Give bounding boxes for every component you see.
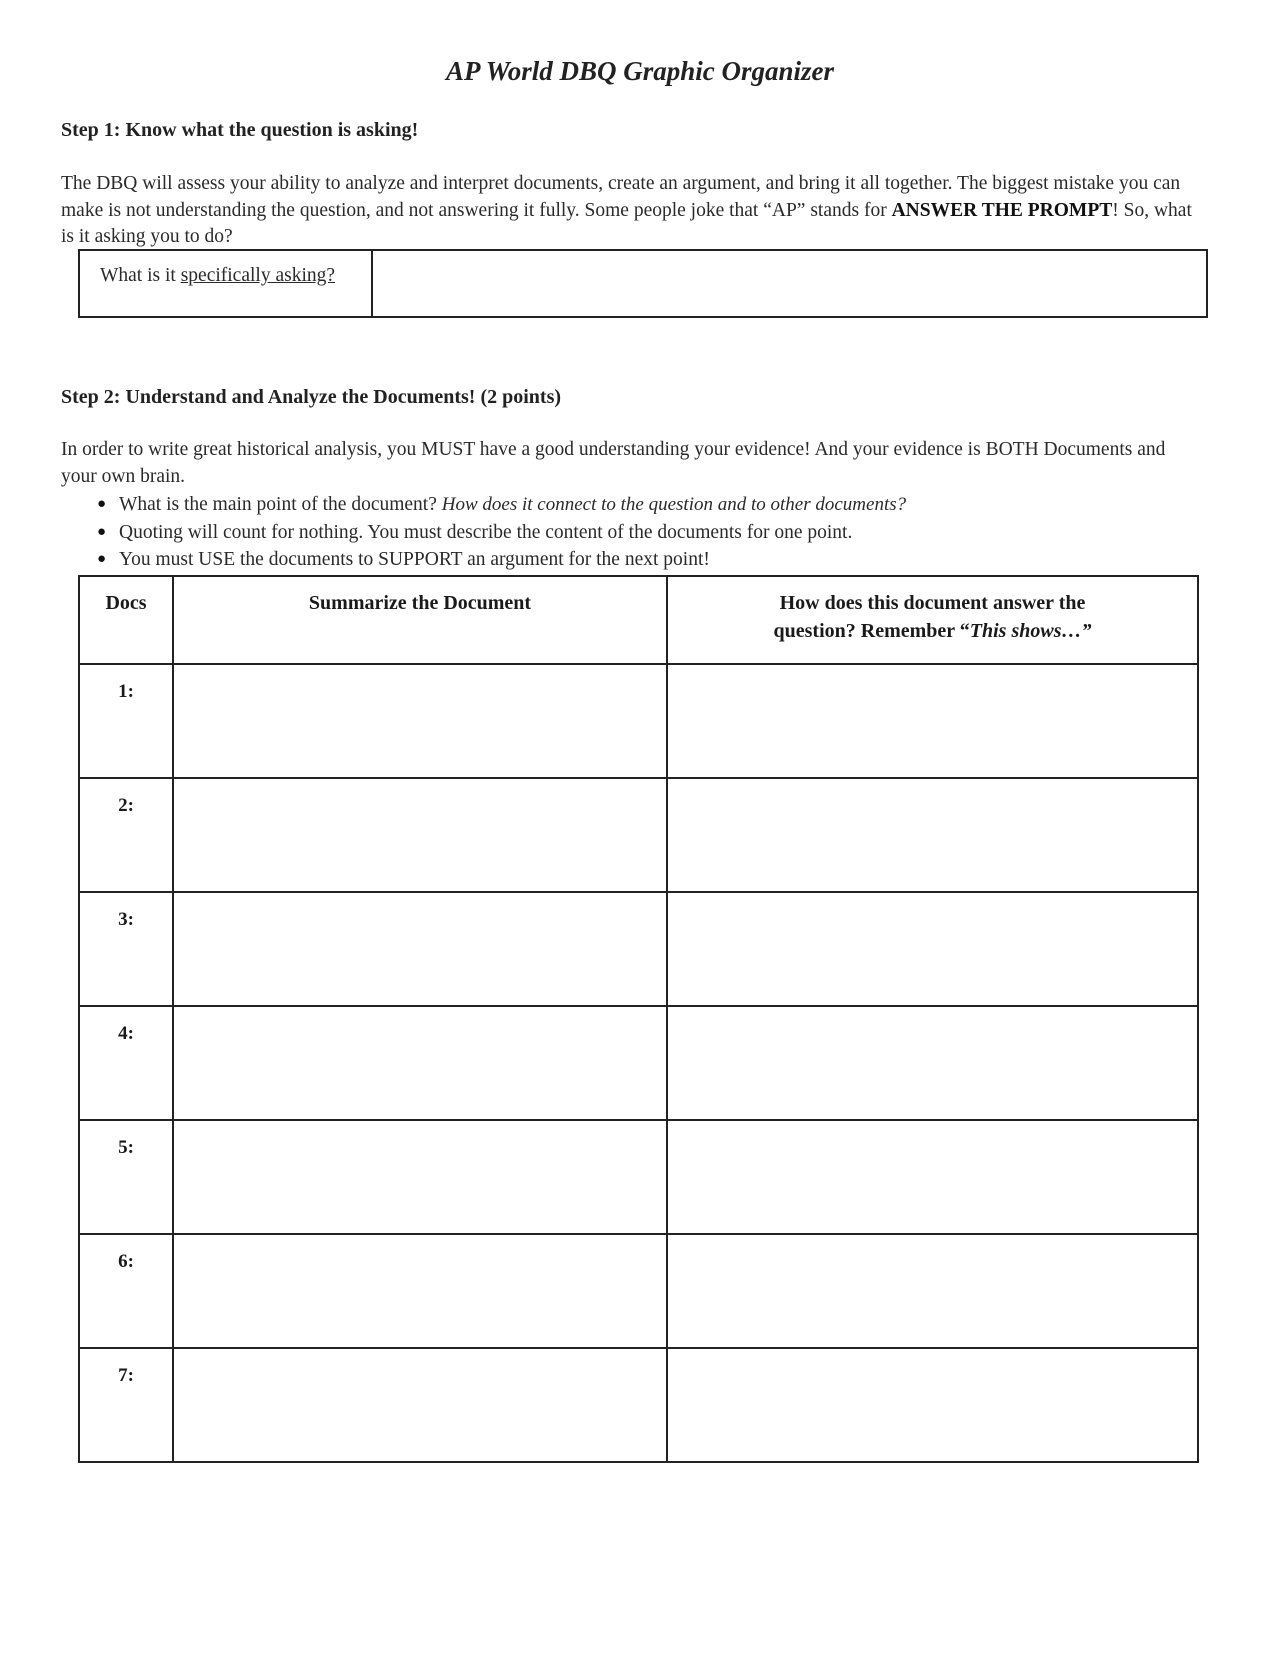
answer-the-prompt-emphasis: ANSWER THE PROMPT xyxy=(891,199,1113,221)
header-docs: Docs xyxy=(79,576,173,664)
answer-cell[interactable] xyxy=(667,1348,1198,1462)
summary-cell[interactable] xyxy=(173,1006,667,1120)
bullet-support: ● You must USE the documents to SUPPORT an argument for the next point! xyxy=(97,546,906,574)
bullet-main-point-italic: How does it connect to the question and to other documents? xyxy=(441,494,907,515)
step2-bullet-list xyxy=(97,491,906,574)
question-box-label-prefix: What is it xyxy=(100,265,181,286)
answer-cell[interactable] xyxy=(667,892,1198,1006)
summary-cell[interactable] xyxy=(173,778,667,892)
header-answer xyxy=(667,576,1198,664)
step1-paragraph xyxy=(61,171,1196,251)
doc-number: 5: xyxy=(79,1120,173,1234)
summary-cell[interactable] xyxy=(173,1234,667,1348)
bullet-main-point xyxy=(97,491,906,519)
summary-cell[interactable] xyxy=(173,664,667,778)
step2-heading: Step 2: Understand and Analyze the Documents! (2 points) xyxy=(61,386,562,408)
step2-paragraph: In order to write great historical analysis, you MUST have a good understanding your evidence! And your evidence is BOTH Documents and your own brain. xyxy=(61,439,1166,487)
doc-number: 7: xyxy=(79,1348,173,1462)
table-row xyxy=(79,1348,1198,1462)
page-title: AP World DBQ Graphic Organizer xyxy=(445,56,835,86)
answer-cell[interactable] xyxy=(667,664,1198,778)
summary-cell[interactable] xyxy=(173,1348,667,1462)
header-summarize: Summarize the Document xyxy=(173,576,667,664)
step1-paragraph-text: The DBQ will assess your ability to analyze and interpret documents, create an argument, and bring it all together. The biggest mistake you can make is not understanding the question, and not answering it fully. Some people joke that “AP” stands for xyxy=(61,173,1181,221)
doc-number: 6: xyxy=(79,1234,173,1348)
summary-cell[interactable] xyxy=(173,1120,667,1234)
answer-cell[interactable] xyxy=(667,1006,1198,1120)
table-row xyxy=(79,664,1198,778)
doc-number: 2: xyxy=(79,778,173,892)
table-row xyxy=(79,778,1198,892)
question-box-label-underlined: specifically asking? xyxy=(180,265,336,286)
answer-cell[interactable] xyxy=(667,1234,1198,1348)
doc-number: 4: xyxy=(79,1006,173,1120)
table-row xyxy=(79,892,1198,1006)
table-header-row xyxy=(79,576,1198,664)
summary-cell[interactable] xyxy=(173,892,667,1006)
header-answer-line2: question? Remember “ xyxy=(773,620,970,642)
question-answer-field[interactable] xyxy=(373,251,1206,316)
doc-number: 3: xyxy=(79,892,173,1006)
bullet-main-point-text: What is the main point of the document? xyxy=(119,494,442,515)
step1-heading: Step 1: Know what the question is asking! xyxy=(61,119,419,141)
answer-cell[interactable] xyxy=(667,778,1198,892)
documents-table xyxy=(78,575,1199,1463)
table-row xyxy=(79,1006,1198,1120)
bullet-quoting: ● Quoting will count for nothing. You must describe the content of the documents for one point. xyxy=(97,519,906,547)
header-answer-line1: How does this document answer the xyxy=(779,592,1086,614)
doc-number: 1: xyxy=(79,664,173,778)
answer-cell[interactable] xyxy=(667,1120,1198,1234)
question-box xyxy=(78,249,1208,318)
table-row xyxy=(79,1120,1198,1234)
header-answer-this-shows: This shows…” xyxy=(969,620,1092,642)
question-box-label xyxy=(80,251,373,316)
step1-paragraph-question: ! So, what is it asking you to do? xyxy=(61,199,1192,247)
table-row xyxy=(79,1234,1198,1348)
